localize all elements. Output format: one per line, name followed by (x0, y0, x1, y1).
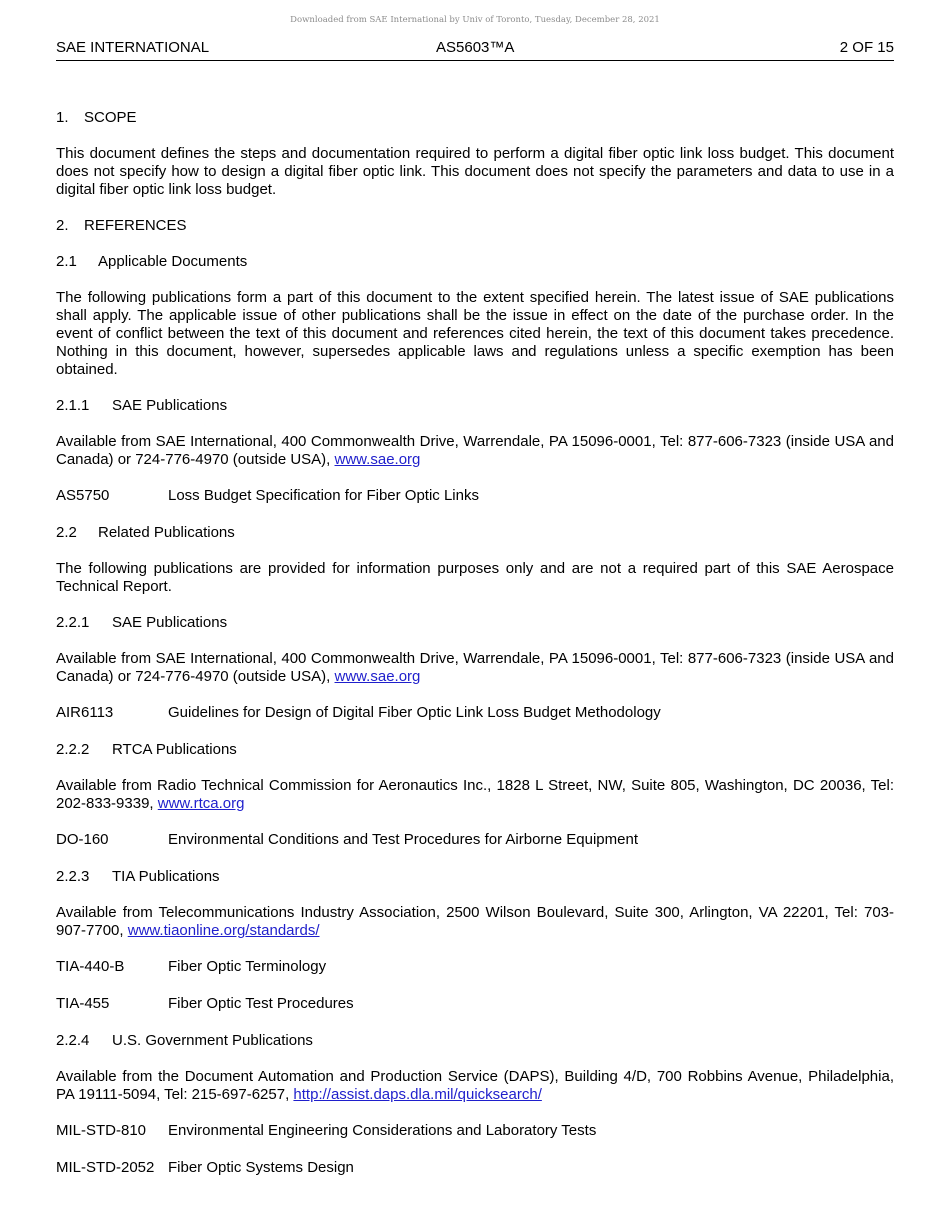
sae-website-link[interactable]: www.sae.org (334, 668, 421, 685)
reference-entry (56, 995, 894, 1013)
reference-entry (56, 1159, 894, 1177)
section-number: 2.2.2 (56, 741, 90, 758)
rtca-availability-paragraph (56, 777, 894, 813)
reference-title: Fiber Optic Systems Design (168, 1159, 354, 1176)
section-number: 2.2 (56, 524, 77, 541)
section-number: 2.2.1 (56, 614, 90, 631)
section-number: 1. (56, 109, 69, 126)
section-2-1-heading (56, 253, 894, 271)
related-publications-paragraph: The following publications are provided for information purposes only and are not a required part of this SAE Aerospace Technical Report. (56, 560, 894, 595)
section-title: U.S. Government Publications (112, 1032, 313, 1049)
tia-availability-paragraph (56, 904, 894, 940)
section-title: Related Publications (98, 524, 235, 541)
assist-quicksearch-link[interactable]: http://assist.daps.dla.mil/quicksearch/ (293, 1086, 542, 1103)
section-title: SAE Publications (112, 397, 228, 414)
section-1-heading (56, 109, 894, 127)
section-title: Applicable Documents (98, 253, 248, 270)
reference-entry (56, 704, 894, 722)
reference-title: Fiber Optic Test Procedures (168, 995, 354, 1012)
header-document-number: AS5603™A (436, 39, 515, 56)
sae-availability-paragraph (56, 433, 894, 469)
sae-availability-paragraph (56, 650, 894, 686)
section-number: 2. (56, 217, 69, 234)
applicable-documents-paragraph: The following publications form a part of this document to the extent specified herein. The latest issue of SAE publications shall apply. The applicable issue of other publications shall be the issue in effect on the date of the purchase order. In the event of conflict between the text of this document and references cited herein, the text of this document takes precedence. Nothing in this document, however, supersedes applicable laws and regulations unless a specific exemption has been obtained. (56, 289, 894, 378)
page-header (56, 38, 894, 61)
reference-id: TIA-455 (56, 995, 110, 1012)
rtca-website-link[interactable]: www.rtca.org (157, 795, 245, 812)
reference-id: TIA-440-B (56, 958, 125, 975)
reference-title: Loss Budget Specification for Fiber Optic Links (168, 487, 479, 504)
reference-title: Fiber Optic Terminology (168, 958, 327, 975)
availability-text: Available from Radio Technical Commission for Aeronautics Inc., 1828 L Street, NW, Suite 805, Washington, DC 20036, Tel: 202-833-9339, (56, 777, 894, 812)
header-page-number: 2 OF 15 (839, 39, 894, 56)
section-title: REFERENCES (84, 217, 187, 234)
reference-entry (56, 487, 894, 505)
section-2-2-4-heading (56, 1032, 894, 1050)
availability-text: Available from SAE International, 400 Commonwealth Drive, Warrendale, PA 15096-0001, Tel: 877-606-7323 (inside USA and Canada) or 724-776-4970 (outside USA), (56, 433, 894, 468)
reference-entry (56, 958, 894, 976)
document-body (56, 109, 894, 1196)
section-number: 2.1.1 (56, 397, 90, 414)
reference-title: Environmental Engineering Considerations and Laboratory Tests (168, 1122, 597, 1139)
reference-entry (56, 1122, 894, 1140)
daps-availability-paragraph (56, 1068, 894, 1104)
availability-text: Available from the Document Automation and Production Service (DAPS), Building 4/D, 700 Robbins Avenue, Philadelphia, PA 19111-5094, Tel: 215-697-6257, (56, 1068, 894, 1103)
availability-text: Available from SAE International, 400 Commonwealth Drive, Warrendale, PA 15096-0001, Tel: 877-606-7323 (inside USA and Canada) or 724-776-4970 (outside USA), (56, 650, 894, 685)
reference-id: MIL-STD-810 (56, 1122, 147, 1139)
section-title: SCOPE (84, 109, 137, 126)
section-title: RTCA Publications (112, 741, 237, 758)
header-organization: SAE INTERNATIONAL (56, 39, 210, 56)
reference-title: Environmental Conditions and Test Procedures for Airborne Equipment (168, 831, 638, 848)
section-title: TIA Publications (112, 868, 220, 885)
reference-entry (56, 831, 894, 849)
reference-id: AIR6113 (56, 704, 114, 721)
section-2-2-heading (56, 524, 894, 542)
section-number: 2.1 (56, 253, 77, 270)
section-number: 2.2.3 (56, 868, 90, 885)
reference-id: DO-160 (56, 831, 109, 848)
section-2-2-3-heading (56, 868, 894, 886)
reference-id: MIL-STD-2052 (56, 1159, 155, 1176)
tia-website-link[interactable]: www.tiaonline.org/standards/ (127, 922, 320, 939)
section-2-1-1-heading (56, 397, 894, 415)
section-2-heading (56, 217, 894, 235)
section-number: 2.2.4 (56, 1032, 90, 1049)
section-title: SAE Publications (112, 614, 228, 631)
reference-title: Guidelines for Design of Digital Fiber Optic Link Loss Budget Methodology (168, 704, 661, 721)
reference-id: AS5750 (56, 487, 110, 504)
download-watermark: Downloaded from SAE International by Univ of Toronto, Tuesday, December 28, 2021 (290, 15, 660, 25)
section-2-2-1-heading (56, 614, 894, 632)
scope-paragraph: This document defines the steps and documentation required to perform a digital fiber optic link loss budget. This document does not specify how to design a digital fiber optic link. This document does not specify the parameters and data to use in a digital fiber optic link loss budget. (56, 145, 894, 198)
availability-text: Available from Telecommunications Industry Association, 2500 Wilson Boulevard, Suite 300, Arlington, VA 22201, Tel: 703-907-7700, (56, 904, 894, 939)
sae-website-link[interactable]: www.sae.org (334, 451, 421, 468)
section-2-2-2-heading (56, 741, 894, 759)
